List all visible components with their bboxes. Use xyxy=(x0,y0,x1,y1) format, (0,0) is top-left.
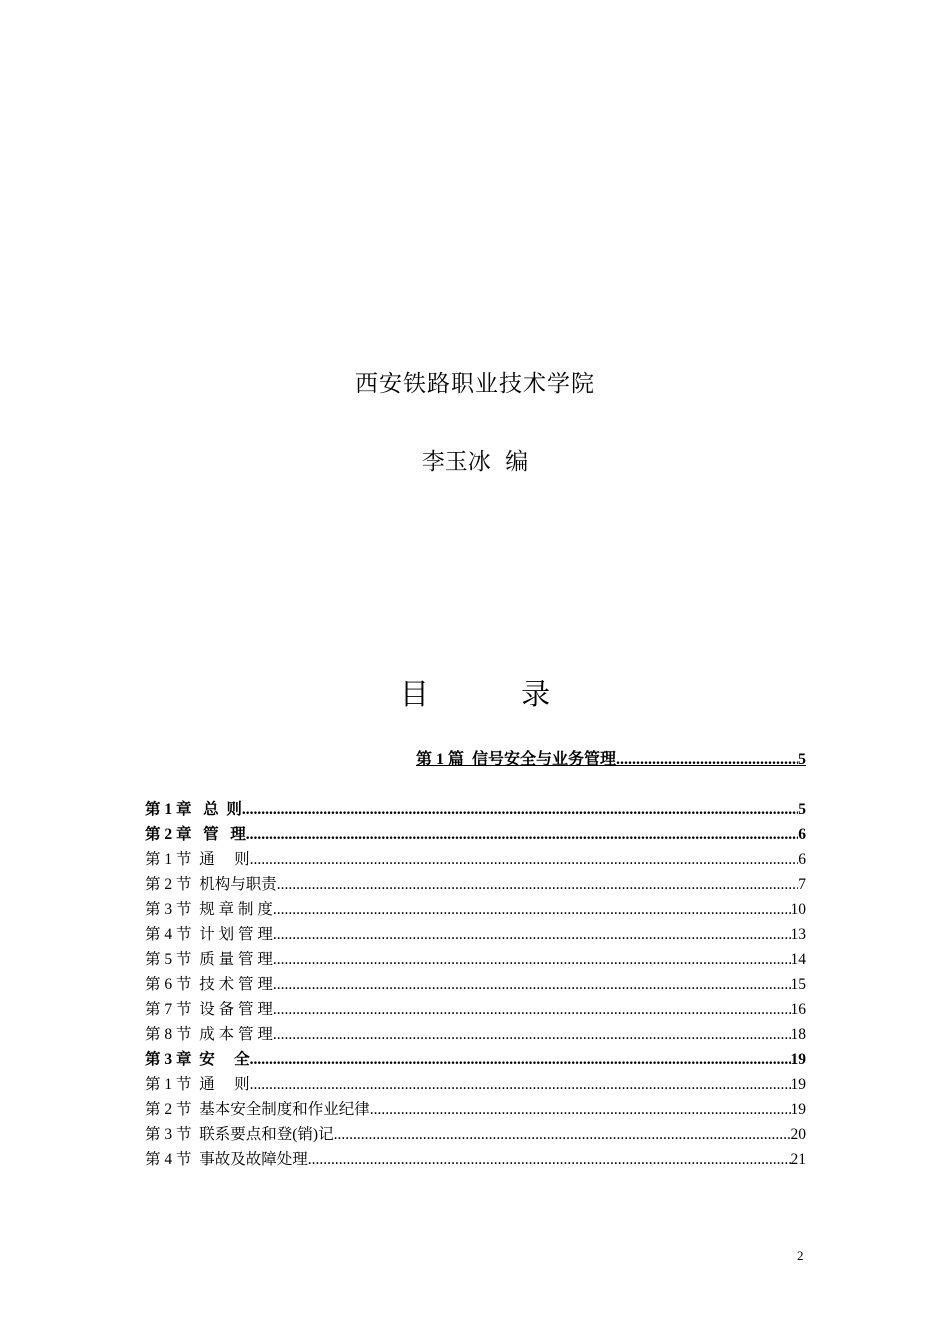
toc-entry-page: 21 xyxy=(790,1151,806,1168)
toc-entry-page: 16 xyxy=(790,1001,806,1018)
toc-entry-page: 7 xyxy=(798,876,806,893)
toc-leader-dots xyxy=(273,999,791,1021)
toc-entry[interactable] xyxy=(145,949,806,974)
toc-entry-page: 20 xyxy=(790,1126,806,1143)
toc-entry-page: 18 xyxy=(790,1026,806,1043)
toc-entry[interactable] xyxy=(145,924,806,949)
toc-entry[interactable] xyxy=(145,874,806,899)
toc-leader-dots xyxy=(273,974,791,996)
toc-entry[interactable] xyxy=(145,849,806,874)
editor-line: 李玉冰 编 xyxy=(421,449,529,475)
toc-leader-dots xyxy=(370,1099,791,1121)
toc-entry[interactable] xyxy=(145,1024,806,1049)
toc-list xyxy=(145,799,806,1174)
toc-entry-label: 第 8 节 成 本 管 理 xyxy=(145,1026,273,1043)
toc-leader-dots xyxy=(616,751,798,769)
toc-leader-dots xyxy=(250,1074,791,1096)
toc-entry[interactable] xyxy=(145,1124,806,1149)
toc-entry-page: 19 xyxy=(790,1051,806,1068)
toc-entry-label: 第 4 节 计 划 管 理 xyxy=(145,926,273,943)
toc-entry-label: 第 3 章 安 全 xyxy=(145,1051,250,1068)
toc-entry-label: 第 1 章 总 则 xyxy=(145,801,242,818)
toc-entry[interactable] xyxy=(145,999,806,1024)
page-number: 2 xyxy=(797,1248,804,1263)
school-name: 西安铁路职业技术学院 xyxy=(355,371,595,397)
toc-entry-page: 13 xyxy=(790,926,806,943)
toc-entry-label: 第 2 节 基本安全制度和作业纪律 xyxy=(145,1101,370,1118)
toc-entry-page: 14 xyxy=(790,951,806,968)
toc-entry-label: 第 5 节 质 量 管 理 xyxy=(145,951,273,968)
toc-entry-label: 第 4 节 事故及故障处理 xyxy=(145,1151,308,1168)
toc-entry[interactable] xyxy=(145,1074,806,1099)
toc-leader-dots xyxy=(242,799,798,821)
toc-part-entry[interactable] xyxy=(416,746,806,769)
toc-title: 目 录 xyxy=(399,677,551,711)
toc-entry-page: 5 xyxy=(798,801,806,818)
toc-leader-dots xyxy=(273,924,791,946)
toc-leader-dots xyxy=(273,949,791,971)
toc-entry-label: 第 2 节 机构与职责 xyxy=(145,876,277,893)
toc-leader-dots xyxy=(273,899,791,921)
toc-entry-page: 19 xyxy=(790,1076,806,1093)
toc-leader-dots xyxy=(250,849,799,871)
toc-entry[interactable] xyxy=(145,974,806,999)
toc-leader-dots xyxy=(246,824,798,846)
toc-entry-label: 第 1 节 通 则 xyxy=(145,1076,250,1093)
toc-entry-page: 6 xyxy=(798,851,806,868)
toc-entry[interactable] xyxy=(145,899,806,924)
toc-entry-page: 6 xyxy=(798,826,806,843)
toc-entry[interactable] xyxy=(145,799,806,824)
toc-entry-label: 第 3 节 规 章 制 度 xyxy=(145,901,273,918)
toc-entry-label: 第 1 节 通 则 xyxy=(145,851,250,868)
toc-entry-page: 15 xyxy=(790,976,806,993)
toc-leader-dots xyxy=(334,1124,791,1146)
toc-entry[interactable] xyxy=(145,824,806,849)
toc-entry[interactable] xyxy=(145,1049,806,1074)
toc-part-page: 5 xyxy=(798,751,806,768)
toc-entry-label: 第 6 节 技 术 管 理 xyxy=(145,976,273,993)
toc-entry-label: 第 3 节 联系要点和登(销)记 xyxy=(145,1126,334,1143)
toc-leader-dots xyxy=(250,1049,791,1071)
toc-leader-dots xyxy=(277,874,798,896)
toc-entry-label: 第 2 章 管 理 xyxy=(145,826,246,843)
toc-part-label: 第 1 篇 信号安全与业务管理 xyxy=(416,751,617,768)
toc-entry-label: 第 7 节 设 备 管 理 xyxy=(145,1001,273,1018)
toc-leader-dots xyxy=(273,1024,791,1046)
toc-leader-dots xyxy=(308,1149,791,1171)
toc-entry-page: 19 xyxy=(790,1101,806,1118)
toc-entry[interactable] xyxy=(145,1099,806,1124)
toc-entry[interactable] xyxy=(145,1149,806,1174)
toc-entry-page: 10 xyxy=(790,901,806,918)
